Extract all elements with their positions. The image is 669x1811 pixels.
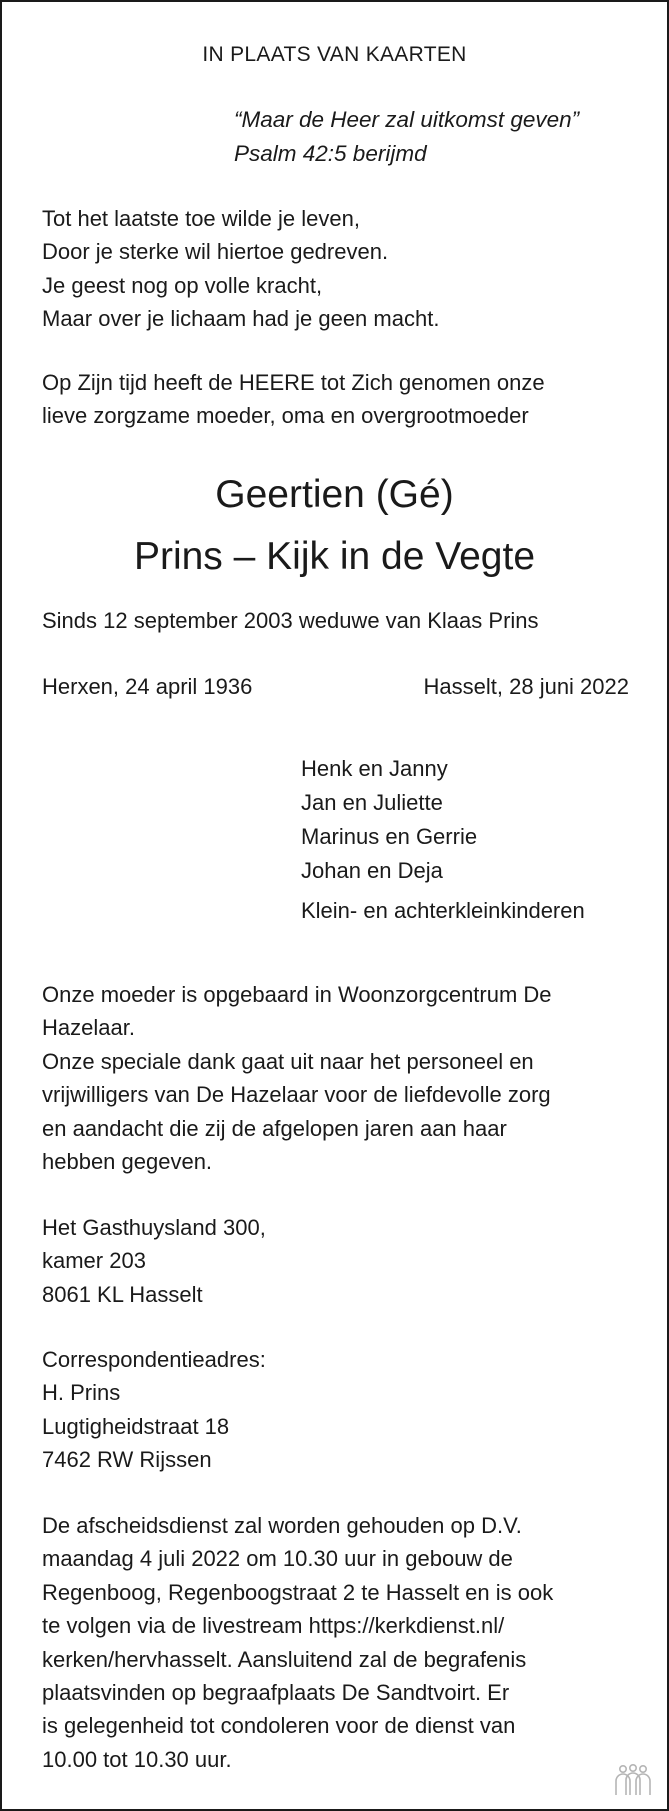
correspondence-line: Lugtigheidstraat 18	[42, 1413, 230, 1439]
address-line: 8061 KL Hasselt	[42, 1281, 203, 1307]
deceased-name-last: Prins – Kijk in de Vegte	[133, 535, 536, 578]
death-place-date: Hasselt, 28 juni 2022	[423, 674, 629, 699]
paragraph-line: Onze speciale dank gaat uit naar het personeel en	[42, 1048, 534, 1074]
intro-line: lieve zorgzame moeder, oma en overgrootmoeder	[42, 403, 529, 429]
poem-line: Tot het laatste toe wilde je leven,	[42, 206, 360, 231]
correspondence-block	[42, 1343, 266, 1477]
service-line: plaatsvinden op begraafplaats De Sandtvoirt. Er	[42, 1680, 510, 1706]
verse-quote: “Maar de Heer zal uitkomst geven”	[234, 107, 580, 132]
family-member: Jan en Juliette	[301, 790, 443, 815]
address-line: kamer 203	[42, 1248, 146, 1274]
intro-text	[42, 366, 545, 433]
grandchildren-line: Klein- en achterkleinkinderen	[301, 898, 585, 923]
family-list	[301, 752, 477, 888]
people-group-icon	[611, 1763, 655, 1797]
correspondence-line: 7462 RW Rijssen	[42, 1447, 212, 1473]
service-line: is gelegenheid tot condoleren voor de dienst van	[42, 1713, 516, 1739]
family-member: Marinus en Gerrie	[301, 824, 478, 849]
address-block	[42, 1211, 266, 1311]
service-line: 10.00 tot 10.30 uur.	[42, 1746, 232, 1772]
intro-line: Op Zijn tijd heeft de HEERE tot Zich genomen onze	[42, 370, 545, 395]
paragraph-line: Onze moeder is opgebaard in Woonzorgcentrum De	[42, 982, 552, 1007]
family-member: Henk en Janny	[301, 756, 448, 781]
poem-line: Door je sterke wil hiertoe gedreven.	[42, 239, 389, 265]
address-line: Het Gasthuysland 300,	[42, 1215, 266, 1240]
lying-in-state-paragraph	[42, 978, 552, 1178]
family-member: Johan en Deja	[301, 858, 443, 883]
paragraph-line: vrijwilligers van De Hazelaar voor de liefdevolle zorg	[42, 1082, 551, 1108]
header-title: IN PLAATS VAN KAARTEN	[202, 43, 467, 66]
service-line: te volgen via de livestream https://kerkdienst.nl/	[42, 1613, 505, 1639]
service-line: De afscheidsdienst zal worden gehouden op D.V.	[42, 1513, 522, 1538]
widow-line: Sinds 12 september 2003 weduwe van Klaas Prins	[42, 608, 539, 633]
paragraph-line: hebben gegeven.	[42, 1149, 213, 1175]
paragraph-line: Hazelaar.	[42, 1015, 135, 1041]
service-line: kerken/hervhasselt. Aansluitend zal de begrafenis	[42, 1646, 527, 1672]
birth-place-date: Herxen, 24 april 1936	[42, 674, 253, 699]
service-paragraph	[42, 1509, 553, 1776]
paragraph-line: en aandacht die zij de afgelopen jaren aan haar	[42, 1115, 507, 1141]
poem	[42, 202, 439, 336]
verse-reference: Psalm 42:5 berijmd	[234, 140, 427, 166]
poem-line: Maar over je lichaam had je geen macht.	[42, 306, 440, 332]
service-line: Regenboog, Regenboogstraat 2 te Hasselt en is ook	[42, 1579, 554, 1605]
service-line: maandag 4 juli 2022 om 10.30 uur in gebouw de	[42, 1546, 513, 1572]
bible-verse	[234, 103, 579, 170]
correspondence-label: Correspondentieadres:	[42, 1347, 266, 1372]
deceased-name-first: Geertien (Gé)	[215, 473, 454, 516]
poem-line: Je geest nog op volle kracht,	[42, 272, 323, 298]
correspondence-line: H. Prins	[42, 1380, 121, 1406]
